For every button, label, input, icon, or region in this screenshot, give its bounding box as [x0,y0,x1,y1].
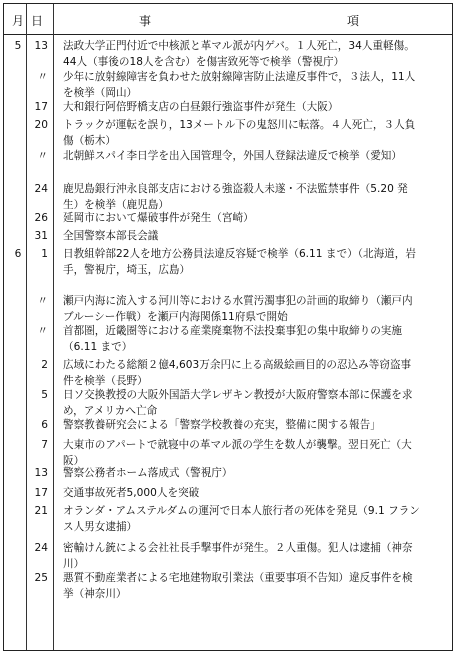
row-text: 警察公務者ホーム落成式（警視庁） [63,467,233,479]
row-day: 1 [41,248,48,260]
row-text: トラックが運転を誤り，13メートル下の鬼怒川に転落。４人死亡，３人負 傷（栃木） [63,119,416,147]
row-day: 21 [34,505,48,517]
row-day: 17 [34,487,48,499]
row-month: 6 [14,248,22,260]
row-text: 首都圏，近畿圏等における産業廃棄物不法投棄事犯の集中取締りの実施 （6.11 まで） [63,325,402,353]
row-text: 全国警察本部長会議 [63,230,159,242]
row-day: 31 [34,230,48,242]
row-text: 瀬戸内海に流入する河川等における水質汚濁事犯の計画的取締り（瀬戸内 ブルーシー作戦）を瀬戸内海関係11府県で開始 [63,295,413,323]
row-day: 〃 [37,295,48,307]
row-text: 密輸けん銃による会社社長手撃事件が発生。２人重傷。犯人は逮捕（神奈 川） [63,542,413,570]
row-text: 警察教養研究会による「警察学校教養の充実，整備に関する報告」 [63,419,381,431]
row-day: 2 [41,359,48,371]
row-text: 大東市のアパートで就寝中の革マル派の学生を数人が襲撃。翌日死亡（大 阪） [63,439,412,467]
row-day: 26 [34,212,48,224]
row-day: 〃 [37,71,48,83]
header-month: 月 [12,14,26,28]
row-day: 24 [34,183,48,195]
header-title-kou: 項 [347,14,361,28]
row-text: 交通事故死者5,000人を突破 [63,487,200,499]
row-day: 25 [34,572,48,584]
row-text: 少年に放射線障害を負わせた放射線障害防止法違反事件で，３法人，11人 を検挙（岡山） [63,71,416,99]
row-day: 13 [34,467,48,479]
row-text: 北朝鮮スパイ李日学を出入国管理令，外国人登録法違反で検挙（愛知） [63,150,402,162]
column-divider-day [53,4,54,650]
row-day: 〃 [37,325,48,337]
row-day: 17 [34,101,48,113]
row-text: 44人（事後の18人を含む）を傷害致死等で検挙（警視庁） [63,56,345,68]
row-text: 広域にわたる総額２億4,603万余円に上る高級絵画目的の忍込み等窃盗事 件を検挙（長野） [63,359,412,387]
header-day: 日 [31,14,45,28]
row-text: 日教組幹部22人を地方公務員法違反容疑で検挙（6.11 まで）（北海道，岩 手，警視庁，埼玉，広島） [63,248,416,276]
row-text: 日ソ交換教授の大阪外国語大学レザキン教授が大阪府警察本部に保護を求 め，アメリカへ亡命 [63,389,413,417]
row-text: 延岡市において爆破事件が発生（宮崎） [63,212,254,224]
chronology-table [3,3,453,651]
row-text: 悪質不動産業者による宅地建物取引業法（重要事項不告知）違反事件を検 挙（神奈川） [63,572,413,600]
row-day: 20 [34,119,48,131]
row-text: 大和銀行阿倍野橋支店の白昼銀行強盗事件が発生（大阪） [63,101,339,113]
row-text: 鹿児島銀行沖永良部支店における強盗殺人未遂・不法監禁事件（5.20 発 生）を検挙（鹿児島） [63,183,408,211]
row-day: 13 [34,40,48,52]
header-title-ji: 事 [139,14,153,28]
row-day: 24 [34,542,48,554]
row-day: 7 [41,439,48,451]
table-header [4,4,452,35]
row-text: オランダ・アムステルダムの運河で日本人旅行者の死体を発見（9.1 フラン ス人男女逮捕） [63,505,420,533]
row-month: 5 [14,40,22,52]
row-day: 5 [41,389,48,401]
row-day: 6 [41,419,48,431]
row-day: 〃 [37,150,48,162]
row-text: 法政大学正門付近で中核派と革マル派が内ゲバ。１人死亡，34人重軽傷。 [63,40,415,52]
